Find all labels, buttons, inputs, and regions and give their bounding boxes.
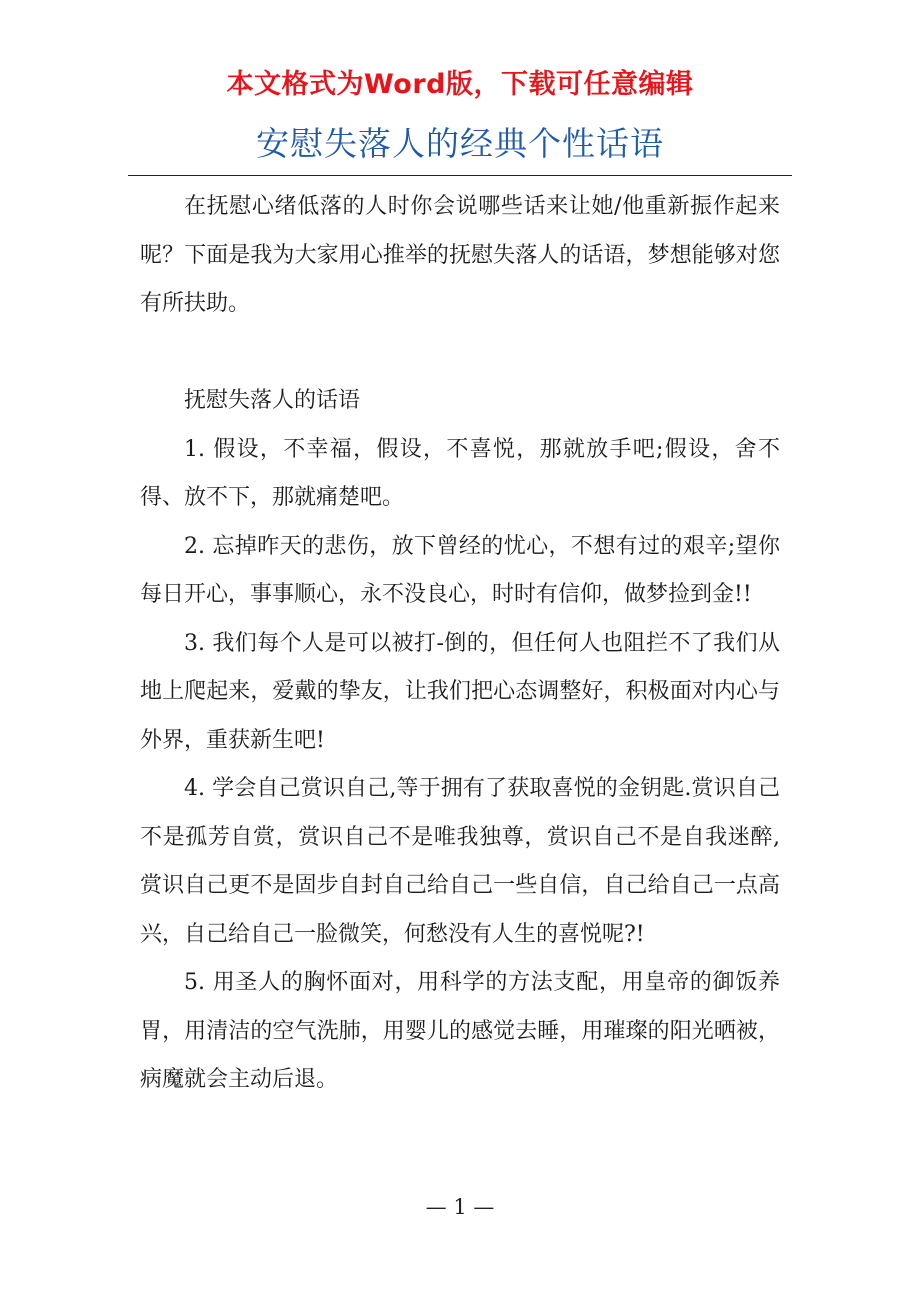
title-divider — [128, 175, 792, 176]
word-format-banner: 本文格式为Word版，下载可任意编辑 — [226, 69, 694, 100]
list-item: 3. 我们每个人是可以被打-倒的，但任何人也阻拦不了我们从地上爬起来，爱戴的挚友，让我们把心态调整好，积极面对内心与外界，重获新生吧! — [140, 630, 780, 753]
intro-paragraph: 在抚慰心绪低落的人时你会说哪些话来让她/他重新振作起来呢？下面是我为大家用心推举的抚慰失落人的话语，梦想能够对您有所扶助。 — [140, 194, 780, 316]
document-title: 安慰失落人的经典个性话语 — [256, 124, 664, 163]
page-number: — 1 — — [425, 1195, 495, 1219]
list-item: 5. 用圣人的胸怀面对，用科学的方法支配，用皇帝的御饭养胃，用清洁的空气洗肺，用婴儿的感觉去睡，用璀璨的阳光晒被，病魔就会主动后退。 — [140, 970, 780, 1092]
list-item: 2. 忘掉昨天的悲伤，放下曾经的忧心，不想有过的艰辛;望你每日开心，事事顺心，永不没良心，时时有信仰，做梦捡到金!! — [140, 533, 780, 607]
document-body — [140, 183, 780, 1105]
list-item: 1. 假设，不幸福，假设，不喜悦，那就放手吧;假设，舍不得、放不下，那就痛楚吧。 — [140, 436, 780, 510]
section-heading: 抚慰失落人的话语 — [184, 388, 361, 413]
list-item: 4. 学会自己赏识自己,等于拥有了获取喜悦的金钥匙.赏识自己不是孤芳自赏，赏识自己不是唯我独尊，赏识自己不是自我迷醉,赏识自己更不是固步自封自己给自己一些自信，自己给自己一点高兴，自己给自己一脸微笑，何愁没有人生的喜悦呢?! — [140, 776, 780, 947]
